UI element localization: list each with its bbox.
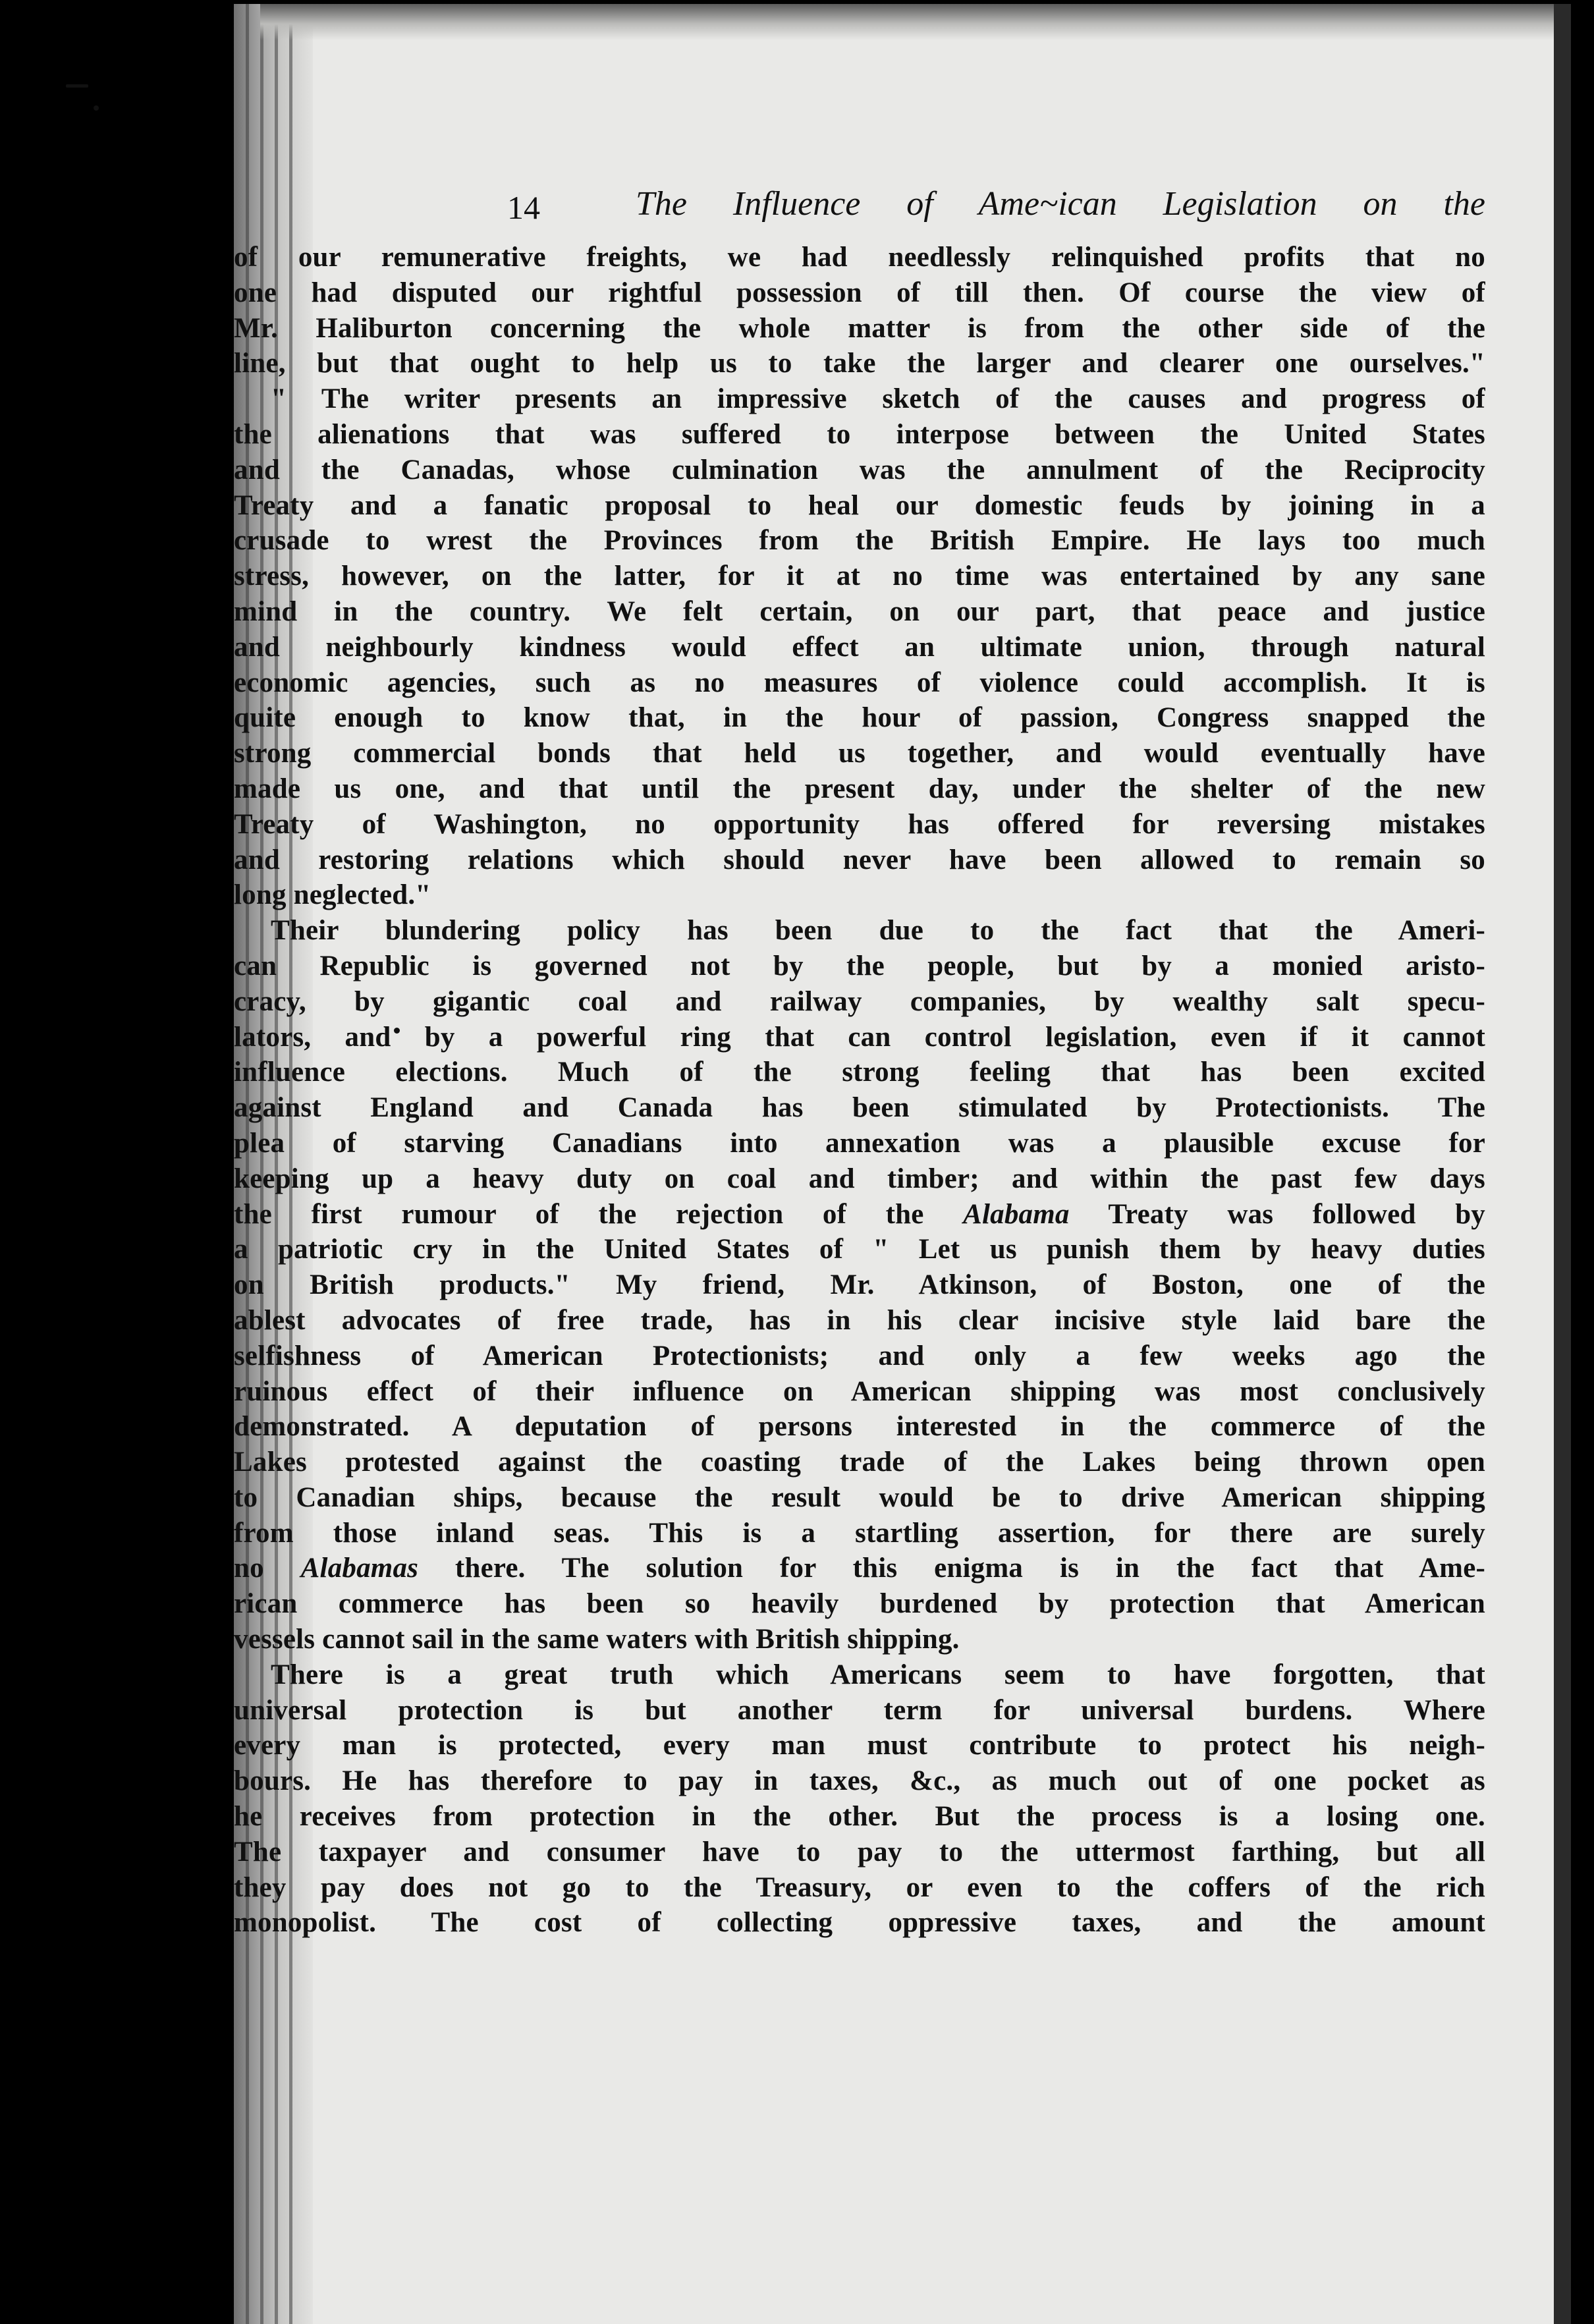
- text-line: no Alabamas there. The solution for this enigma is in the fact that Ame-: [234, 1553, 1485, 1584]
- body-text: [234, 240, 1485, 1941]
- text-line: bours. He has therefore to pay in taxes, &c., as much out of one pocket as: [234, 1765, 1485, 1797]
- text-line: the alienations that was suffered to interpose between the United States: [234, 418, 1485, 450]
- text-line: quite enough to know that, in the hour of passion, Congress snapped the: [234, 702, 1485, 734]
- text-line: he receives from protection in the other. But the process is a losing one.: [234, 1801, 1485, 1833]
- text-line: demonstrated. A deputation of persons interested in the commerce of the: [234, 1411, 1485, 1443]
- right-edge-shadow: [1554, 4, 1571, 2324]
- text-line: There is a great truth which Americans seem to have forgotten, that: [271, 1659, 1485, 1690]
- text-line: Treaty and a fanatic proposal to heal our domestic feuds by joining in a: [234, 489, 1485, 521]
- text-line: ruinous effect of their influence on American shipping was most conclusively: [234, 1375, 1485, 1407]
- text-line: economic agencies, such as no measures of violence could accomplish. It is: [234, 667, 1485, 698]
- text-line: line, but that ought to help us to take the larger and clearer one ourselves.": [234, 348, 1485, 379]
- text-line: made us one, and that until the present day, under the shelter of the new: [234, 773, 1485, 804]
- text-line: influence elections. Much of the strong feeling that has been excited: [234, 1057, 1485, 1088]
- text-line: the first rumour of the rejection of the Alabama Treaty was followed by: [234, 1198, 1485, 1230]
- page-number: 14: [507, 189, 540, 226]
- running-head: [234, 177, 1485, 240]
- text-line: and the Canadas, whose culmination was the annulment of the Reciprocity: [234, 454, 1485, 485]
- text-line: they pay does not go to the Treasury, or even to the coffers of the rich: [234, 1871, 1485, 1903]
- text-line: and neighbourly kindness would effect an ultimate union, through natural: [234, 631, 1485, 663]
- text-line: stress, however, on the latter, for it at no time was entertained by any sane: [234, 561, 1485, 592]
- text-line: Mr. Haliburton concerning the whole matter is from the other side of the: [234, 312, 1485, 344]
- text-line: against England and Canada has been stimulated by Protectionists. The: [234, 1092, 1485, 1124]
- text-line: Lakes protested against the coasting trade of the Lakes being thrown open: [234, 1447, 1485, 1478]
- text-line: " The writer presents an impressive sketch of the causes and progress of: [271, 383, 1485, 415]
- top-edge-shadow: [260, 4, 1571, 40]
- text-line: can Republic is governed not by the people, but by a monied aristo-: [234, 950, 1485, 982]
- text-line: monopolist. The cost of collecting oppressive taxes, and the amount: [234, 1907, 1485, 1939]
- text-line: Treaty of Washington, no opportunity has offered for reversing mistakes: [234, 808, 1485, 840]
- text-line: lators, and by a powerful ring that can control legislation, even if it cannot: [234, 1021, 1485, 1053]
- running-title: The Influence of Ame~ican Legislation on the: [636, 185, 1485, 223]
- speck: [66, 84, 88, 88]
- text-line: one had disputed our rightful possession of till then. Of course the view of: [234, 277, 1485, 308]
- text-line: and restoring relations which should never have been allowed to remain so: [234, 844, 1485, 875]
- text-line: on British products." My friend, Mr. Atkinson, of Boston, one of the: [234, 1269, 1485, 1301]
- text-line: selfishness of American Protectionists; and only a few weeks ago the: [234, 1340, 1485, 1371]
- text-line: long neglected.": [234, 879, 431, 911]
- text-line: to Canadian ships, because the result would be to drive American shipping: [234, 1481, 1485, 1513]
- text-line: ablest advocates of free trade, has in his clear incisive style laid bare the: [234, 1304, 1485, 1336]
- text-line: strong commercial bonds that held us together, and would eventually have: [234, 738, 1485, 769]
- text-line: keeping up a heavy duty on coal and timber; and within the past few days: [234, 1163, 1485, 1194]
- text-line: every man is protected, every man must contribute to protect his neigh-: [234, 1730, 1485, 1761]
- text-line: plea of starving Canadians into annexation was a plausible excuse for: [234, 1127, 1485, 1159]
- text-line: a patriotic cry in the United States of " Let us punish them by heavy duties: [234, 1234, 1485, 1265]
- text-line: from those inland seas. This is a startling assertion, for there are surely: [234, 1517, 1485, 1549]
- text-line: crusade to wrest the Provinces from the British Empire. He lays too much: [234, 525, 1485, 557]
- text-line: The taxpayer and consumer have to pay to the uttermost farthing, but all: [234, 1836, 1485, 1868]
- text-line: of our remunerative freights, we had needlessly relinquished profits that no: [234, 242, 1485, 273]
- speck: [94, 105, 99, 111]
- text-line: universal protection is but another term for universal burdens. Where: [234, 1694, 1485, 1726]
- text-line: mind in the country. We felt certain, on our part, that peace and justice: [234, 595, 1485, 627]
- text-line: rican commerce has been so heavily burdened by protection that American: [234, 1588, 1485, 1620]
- text-line: cracy, by gigantic coal and railway companies, by wealthy salt specu-: [234, 985, 1485, 1017]
- text-line: vessels cannot sail in the same waters with British shipping.: [234, 1624, 960, 1655]
- text-line: Their blundering policy has been due to the fact that the Ameri-: [271, 915, 1485, 947]
- page-text: [234, 177, 1485, 1941]
